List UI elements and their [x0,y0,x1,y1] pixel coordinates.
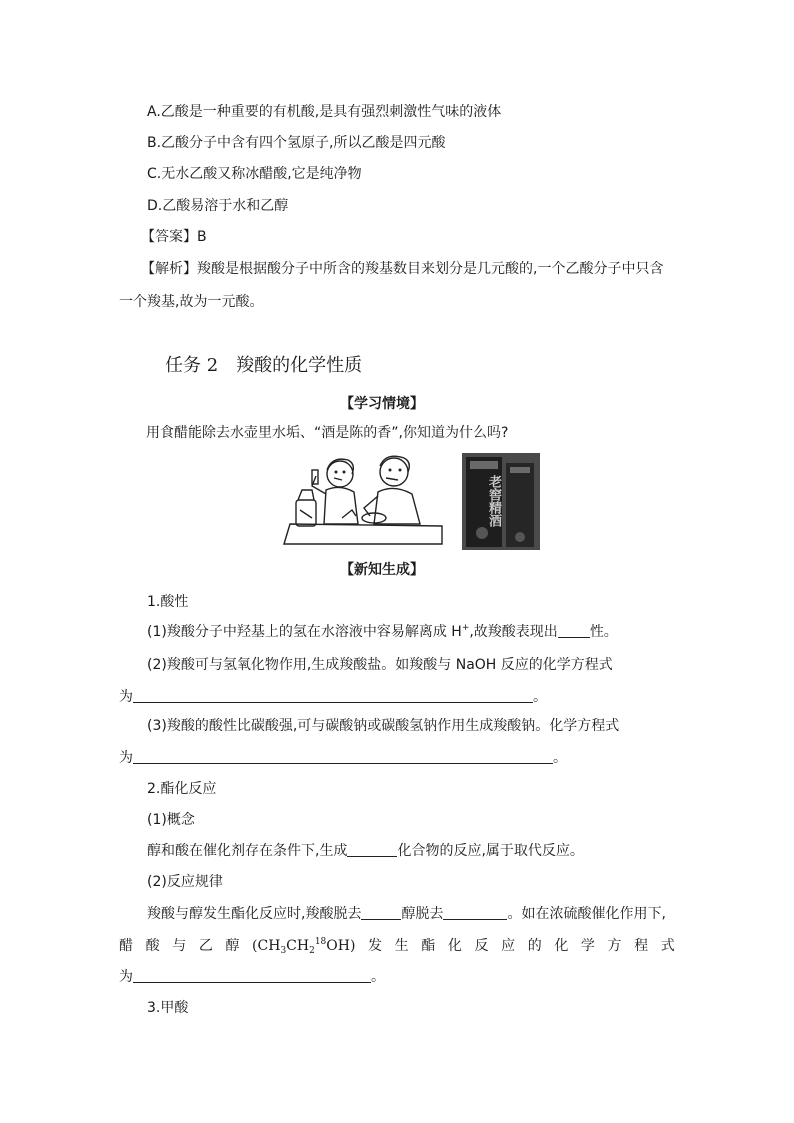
ester-equation-blank[interactable] [133,968,371,983]
option-a: A.乙酸是一种重要的有机酸,是具有强烈刺激性气味的液体 [147,104,502,120]
new-knowledge-heading: 【新知生成】 [340,562,424,578]
acid-removes-blank[interactable] [361,905,401,920]
equation-blank-line: 为 。 [119,969,385,985]
rule-title: (2)反应规律 [147,874,223,890]
liquor-box-photo [462,453,540,550]
concept-text: 醇和酸在催化剂存在条件下,生成 化合物的反应,属于取代反应。 [147,843,584,859]
acidity-p2-cont: 为 。 [119,689,547,705]
liquor-label: 老窖精酒 [486,475,501,527]
acidity-title: 1.酸性 [147,594,189,610]
option-c: C.无水乙酸又称冰醋酸,它是纯净物 [147,166,362,182]
acidity-p1: (1)羧酸分子中羟基上的氢在水溶液中容易解离成 H+,故羧酸表现出 性。 [147,623,618,640]
naoh-equation-blank[interactable] [133,688,533,703]
situation-text: 用食醋能除去水壶里水垢、“酒是陈的香”,你知道为什么吗? [146,425,509,441]
acidity-p3: (3)羧酸的酸性比碳酸强,可与碳酸钠或碳酸氢钠作用生成羧酸钠。化学方程式 [147,718,620,734]
option-d: D.乙酸易溶于水和乙醇 [147,198,289,214]
carbonate-equation-blank[interactable] [133,749,553,764]
option-b: B.乙酸分子中含有四个氢原子,所以乙酸是四元酸 [147,135,446,151]
formic-title: 3.甲酸 [147,1000,189,1016]
alcohol-removes-blank[interactable] [443,905,507,920]
acidity-p2: (2)羧酸可与氢氧化物作用,生成羧酸盐。如羧酸与 NaOH 反应的化学方程式 [147,657,613,673]
ester-title: 2.酯化反应 [147,781,217,797]
rule-text: 羧酸与醇发生酯化反应时,羧酸脱去 醇脱去 。如在浓硫酸催化作用下, [147,906,666,922]
cartoon-people-illustration [282,452,447,550]
acidity-p3-cont: 为 。 [119,750,567,766]
analysis-line-2: 一个羧基,故为一元酸。 [119,294,264,310]
acidity-blank[interactable] [558,623,590,638]
task-title: 任务 2 羧酸的化学性质 [165,355,363,376]
situation-heading: 【学习情境】 [340,396,424,412]
answer-line: 【答案】B [141,229,207,245]
ethanol-formula: $(CH_3CH_2^{18}OH)$ [252,937,356,956]
equation-description-line: 醋 酸 与 乙 醇 $(CH_3CH_2^{18}OH)$ 发 生 酯 化 反 应 的 化 学 方 程 式 [119,937,675,956]
analysis-line-1: 【解析】羧酸是根据酸分子中所含的羧基数目来划分是几元酸的,一个乙酸分子中只含 [141,261,664,277]
concept-title: (1)概念 [147,812,195,828]
concept-blank[interactable] [347,842,397,857]
